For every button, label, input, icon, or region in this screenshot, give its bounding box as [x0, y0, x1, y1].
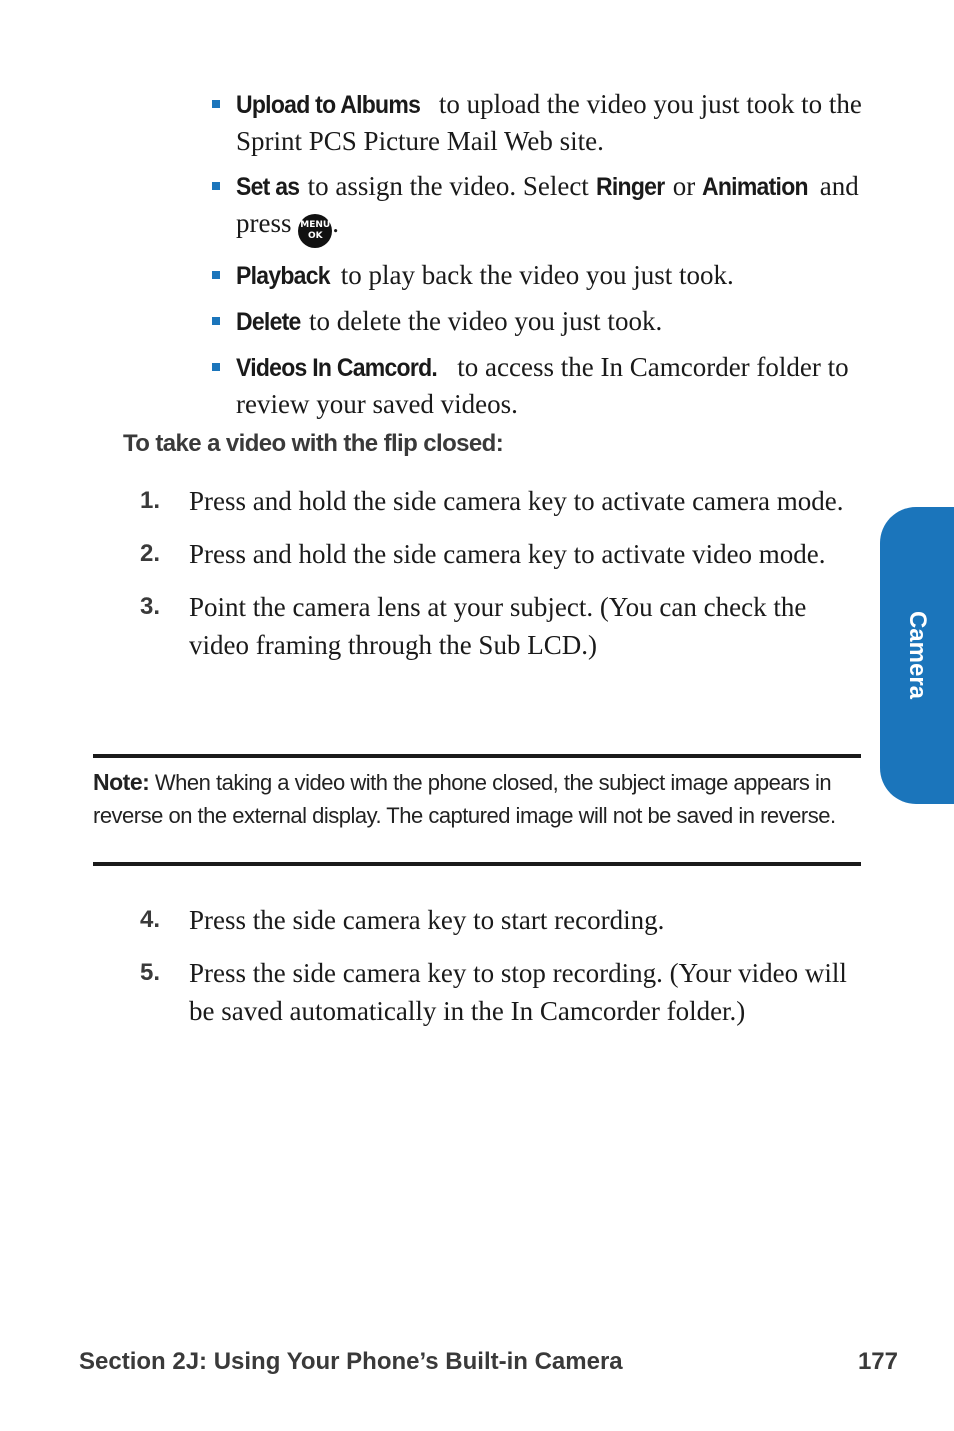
page-number: 177: [857, 1348, 898, 1375]
step-item: [140, 588, 860, 664]
step-item: [140, 482, 860, 520]
step-item: [140, 901, 860, 939]
step-text: Press the side camera key to stop recording. (Your video will be saved automatically in the In Camcorder folder.): [189, 958, 847, 1026]
section-side-tab: [880, 507, 954, 804]
option-description: to play back the video you just took.: [334, 260, 734, 290]
option-upload-to-albums: [212, 86, 862, 159]
step-number: 3.: [140, 593, 161, 620]
option-videos-in-camcord: [212, 349, 862, 422]
step-text: Press the side camera key to start recording.: [189, 905, 665, 935]
option-description-end: .: [332, 208, 339, 238]
step-number: 4.: [140, 906, 161, 933]
bullet-square: [212, 363, 220, 371]
option-set-as: [212, 168, 862, 248]
options-list: [212, 86, 862, 431]
option-keyword: Upload to Albums: [236, 91, 421, 119]
note-paragraph: [93, 766, 861, 832]
option-keyword: Playback: [236, 262, 330, 290]
note-text: When taking a video with the phone closed, the subject image appears in reverse on the external display. The captured image will not be saved in reverse.: [93, 770, 836, 828]
option-description: to access the In Camcorder folder to review your saved videos.: [236, 352, 849, 419]
footer-section-title: Section 2J: Using Your Phone’s Built-in Camera: [79, 1348, 623, 1375]
step-number: 2.: [140, 540, 161, 567]
step-number: 1.: [140, 487, 161, 514]
bullet-square: [212, 182, 220, 190]
note-label: Note:: [93, 769, 150, 795]
menu-ok-key-icon: [298, 214, 332, 248]
option-playback: [212, 257, 862, 294]
side-tab-label: Camera: [904, 610, 931, 700]
step-number: 5.: [140, 959, 161, 986]
option-description: to delete the video you just took.: [302, 306, 663, 336]
steps-list-b: [140, 901, 860, 1045]
bullet-square: [212, 317, 220, 325]
menu-key-label: MENU: [300, 220, 331, 230]
option-description: to assign the video. Select: [300, 171, 596, 201]
option-keyword-animation: Animation: [701, 173, 808, 201]
option-keyword-ringer: Ringer: [595, 173, 664, 201]
section-subheading: To take a video with the flip closed:: [123, 430, 504, 457]
option-delete: [212, 303, 862, 340]
note-box: [93, 754, 861, 866]
step-text: Press and hold the side camera key to activate video mode.: [189, 539, 826, 569]
bullet-square: [212, 271, 220, 279]
step-item: [140, 535, 860, 573]
step-item: [140, 954, 860, 1030]
ok-key-label: OK: [307, 231, 323, 241]
step-text: Point the camera lens at your subject. (You can check the video framing through the Sub LCD.): [189, 592, 807, 660]
option-description-press: and press: [236, 171, 859, 238]
option-keyword: Delete: [236, 308, 301, 336]
option-keyword: Set as: [236, 173, 300, 201]
steps-list-a: [140, 482, 860, 679]
bullet-square: [212, 100, 220, 108]
page-footer: [79, 1348, 898, 1376]
option-description: to upload the video you just took to the Sprint PCS Picture Mail Web site.: [236, 89, 862, 156]
option-keyword: Videos In Camcord.: [236, 354, 438, 382]
step-text: Press and hold the side camera key to activate camera mode.: [189, 486, 844, 516]
option-description-or: or: [665, 171, 702, 201]
